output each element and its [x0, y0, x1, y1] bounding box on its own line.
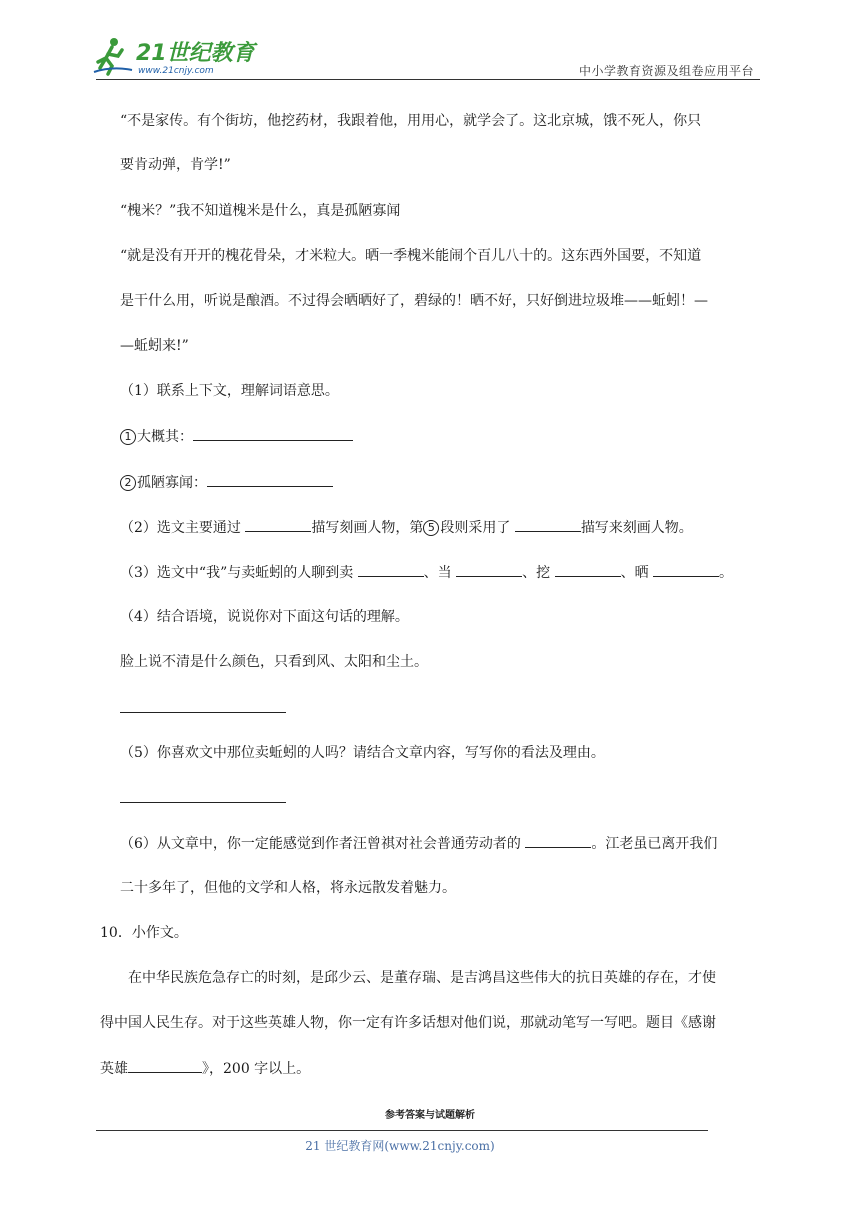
answer-line[interactable]: [120, 802, 286, 803]
paragraph-line: —蚯蚓来!”: [120, 338, 189, 354]
answer-blank[interactable]: [555, 562, 621, 577]
header-divider: [96, 79, 760, 80]
page-header: [0, 0, 860, 80]
footer-divider: [96, 1130, 708, 1131]
runner-icon: [94, 38, 132, 74]
question-3: （3）选文中“我”与卖蚯蚓的人聊到卖 、当 、挖 、晒 。: [120, 562, 733, 583]
question-10-title: 10．小作文。: [100, 925, 188, 941]
platform-name: 中小学教育资源及组卷应用平台: [578, 64, 754, 78]
answer-blank[interactable]: [193, 426, 353, 441]
question-1-item-1: [120, 426, 353, 447]
term-label: 孤陋寡闻：: [137, 475, 207, 491]
answer-blank[interactable]: [245, 517, 311, 532]
paragraph-line: “就是没有开开的槐花骨朵，才米粒大。晒一季槐米能闹个百儿八十的。这东西外国要，不知道: [120, 248, 702, 264]
page-footer[interactable]: 21 世纪教育网(www.21cnjy.com): [305, 1139, 495, 1153]
paragraph-line: “不是家传。有个街坊，他挖药材，我跟着他，用用心，就学会了。这北京城，饿不死人，你只: [120, 113, 702, 129]
paragraph-line: 得中国人民生存。对于这些英雄人物，你一定有许多话想对他们说，那就动笔写一写吧。题目《感谢: [100, 1015, 716, 1031]
answer-section-title: 参考答案与试题解析: [385, 1110, 475, 1121]
circled-number: 1: [120, 429, 136, 445]
question-1: （1）联系上下文，理解词语意思。: [120, 383, 339, 399]
question-5: （5）你喜欢文中那位卖蚯蚓的人吗？请结合文章内容，写写你的看法及理由。: [120, 745, 605, 761]
answer-blank[interactable]: [456, 562, 522, 577]
site-logo: [92, 36, 262, 78]
answer-line[interactable]: [120, 712, 286, 713]
answer-blank[interactable]: [358, 562, 424, 577]
paragraph-line: 英雄 》，200 字以上。: [100, 1058, 310, 1079]
answer-blank[interactable]: [128, 1058, 202, 1073]
paragraph-line: 二十多年了，但他的文学和人格，将永远散发着魅力。: [120, 880, 456, 896]
logo-text: 21世纪教育: [136, 41, 255, 66]
quoted-sentence: 脸上说不清是什么颜色，只看到风、太阳和尘土。: [120, 654, 428, 670]
paragraph-line: 要肯动弹，肯学!”: [120, 157, 231, 173]
answer-blank[interactable]: [207, 472, 333, 487]
question-6: （6）从文章中，你一定能感觉到作者汪曾祺对社会普通劳动者的 。江老虽已离开我们: [120, 833, 717, 854]
question-4: （4）结合语境，说说你对下面这句话的理解。: [120, 609, 409, 625]
question-2: （2）选文主要通过 描写刻画人物，第 5 段则采用了 描写来刻画人物。: [120, 517, 693, 538]
circled-number: 2: [120, 475, 136, 491]
question-1-item-2: [120, 472, 333, 493]
answer-blank[interactable]: [515, 517, 581, 532]
paragraph-line: “槐米？”我不知道槐米是什么，真是孤陋寡闻: [120, 203, 401, 219]
logo-url: www.21cnjy.com: [138, 66, 214, 76]
answer-blank[interactable]: [525, 833, 591, 848]
answer-blank[interactable]: [653, 562, 719, 577]
term-label: 大概其：: [137, 429, 193, 445]
circled-number: 5: [423, 520, 439, 536]
paragraph-line: 是干什么用，听说是酿酒。不过得会晒晒好了，碧绿的！晒不好，只好倒进垃圾堆——蚯蚓！—: [120, 293, 708, 309]
paragraph-line: 在中华民族危急存亡的时刻，是邱少云、是董存瑞、是吉鸿昌这些伟大的抗日英雄的存在，才使: [128, 970, 716, 986]
